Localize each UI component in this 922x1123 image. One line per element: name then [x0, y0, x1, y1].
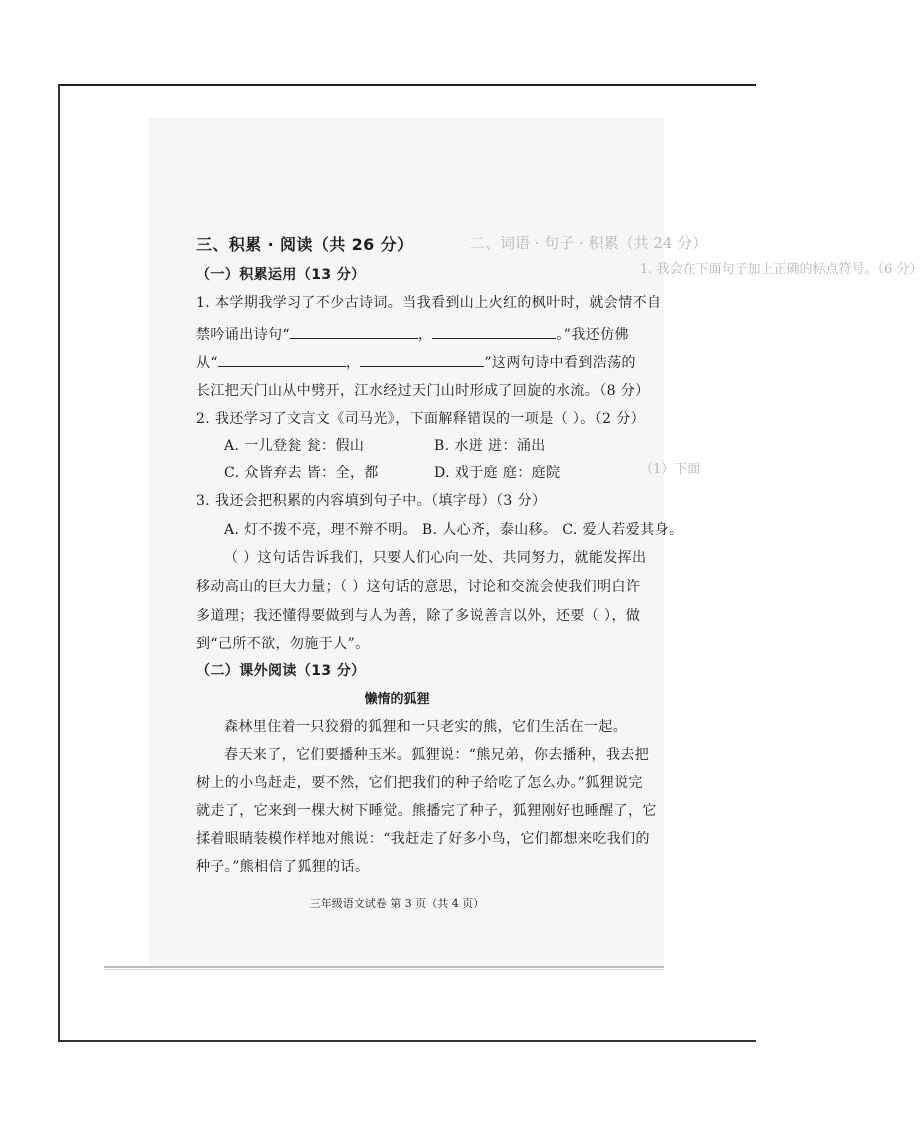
page-footer: 三年级语文试卷 第 3 页（共 4 页）	[309, 897, 485, 910]
bleed-through-line: 1. 我会在下面句子加上正确的标点符号。（6 分）	[640, 262, 922, 277]
part2-title: （二）课外阅读（13 分）	[196, 663, 366, 679]
story-title: 懒惰的狐狸	[364, 692, 430, 707]
answer-blank-4[interactable]	[360, 354, 484, 367]
q3-stem: 3. 我还会把积累的内容填到句子中。（填字母）（3 分）	[196, 493, 547, 509]
q1-line3-text-b: ，	[345, 355, 361, 371]
story-paragraph-1: 森林里住着一只狡猾的狐狸和一只老实的熊，它们生活在一起。	[224, 719, 628, 735]
section-title: 三、积累 · 阅读（共 26 分）	[196, 235, 414, 254]
q1-line3-text-a: 从“	[196, 355, 218, 371]
story-p2-line1: 春天来了，它们要播种玉米。狐狸说：“熊兄弟，你去播种，我去把	[224, 747, 650, 763]
q2-option-d[interactable]: D. 戏于庭 庭：庭院	[434, 465, 561, 481]
q1-line1: 1. 本学期我学习了不少古诗词。当我看到山上火红的枫叶时，就会情不自	[196, 295, 662, 311]
bleed-through-line-2: （1）下面	[640, 462, 701, 477]
page-edge	[104, 966, 664, 968]
scan-frame-bottom	[58, 1040, 756, 1042]
q1-line4: 长江把天门山从中劈开，江水经过天门山时形成了回旋的水流。（8 分）	[196, 383, 650, 399]
story-p2-line4: 揉着眼睛装模作样地对熊说：“我赶走了好多小鸟，它们都想来吃我们的	[196, 831, 650, 847]
q1-line2-text-b: ，	[417, 327, 433, 343]
q2-option-b[interactable]: B. 水迸 迸：涌出	[434, 438, 546, 454]
bleed-through-heading: 二、词语 · 句子 · 积累（共 24 分）	[470, 234, 708, 252]
q2-option-a[interactable]: A. 一儿登瓮 瓮：假山	[224, 438, 365, 454]
q1-line3	[196, 352, 636, 372]
part1-title: （一）积累运用（13 分）	[196, 267, 366, 283]
q3-options: A. 灯不拨不亮，理不辩不明。 B. 人心齐，泰山移。 C. 爱人若爱其身。	[224, 522, 684, 538]
q3-line1: （ ）这句话告诉我们，只要人们心向一处、共同努力，就能发挥出	[224, 550, 647, 566]
story-p2-line3: 就走了，它来到一棵大树下睡觉。熊播完了种子，狐狸刚好也睡醒了，它	[196, 803, 657, 819]
q2-option-c[interactable]: C. 众皆弃去 皆：全，都	[224, 465, 379, 481]
q1-line2-text-c: 。”我还仿佛	[556, 327, 629, 343]
q3-line2: 移动高山的巨大力量；（ ）这句话的意思，讨论和交流会使我们明白许	[196, 579, 641, 595]
scan-frame-top	[58, 84, 756, 86]
q2-stem: 2. 我还学习了文言文《司马光》，下面解释错误的一项是（ ）。（2 分）	[196, 411, 646, 427]
q1-line2	[196, 324, 629, 344]
story-p2-line2: 树上的小鸟赶走，要不然，它们把我们的种子给吃了怎么办。”狐狸说完	[196, 775, 643, 791]
page-edge-shadow	[104, 969, 664, 970]
q1-line2-text-a: 禁吟诵出诗句“	[196, 327, 290, 343]
q1-line3-text-c: ”这两句诗中看到浩荡的	[484, 355, 636, 371]
story-p2-line5: 种子。”熊相信了狐狸的话。	[196, 859, 370, 875]
q3-line3: 多道理；我还懂得要做到与人为善，除了多说善言以外，还要（ ），做	[196, 608, 641, 624]
q3-line4: 到“己所不欲，勿施于人”。	[196, 636, 370, 652]
answer-blank-3[interactable]	[218, 354, 346, 367]
answer-blank-2[interactable]	[432, 326, 556, 339]
answer-blank-1[interactable]	[290, 326, 418, 339]
